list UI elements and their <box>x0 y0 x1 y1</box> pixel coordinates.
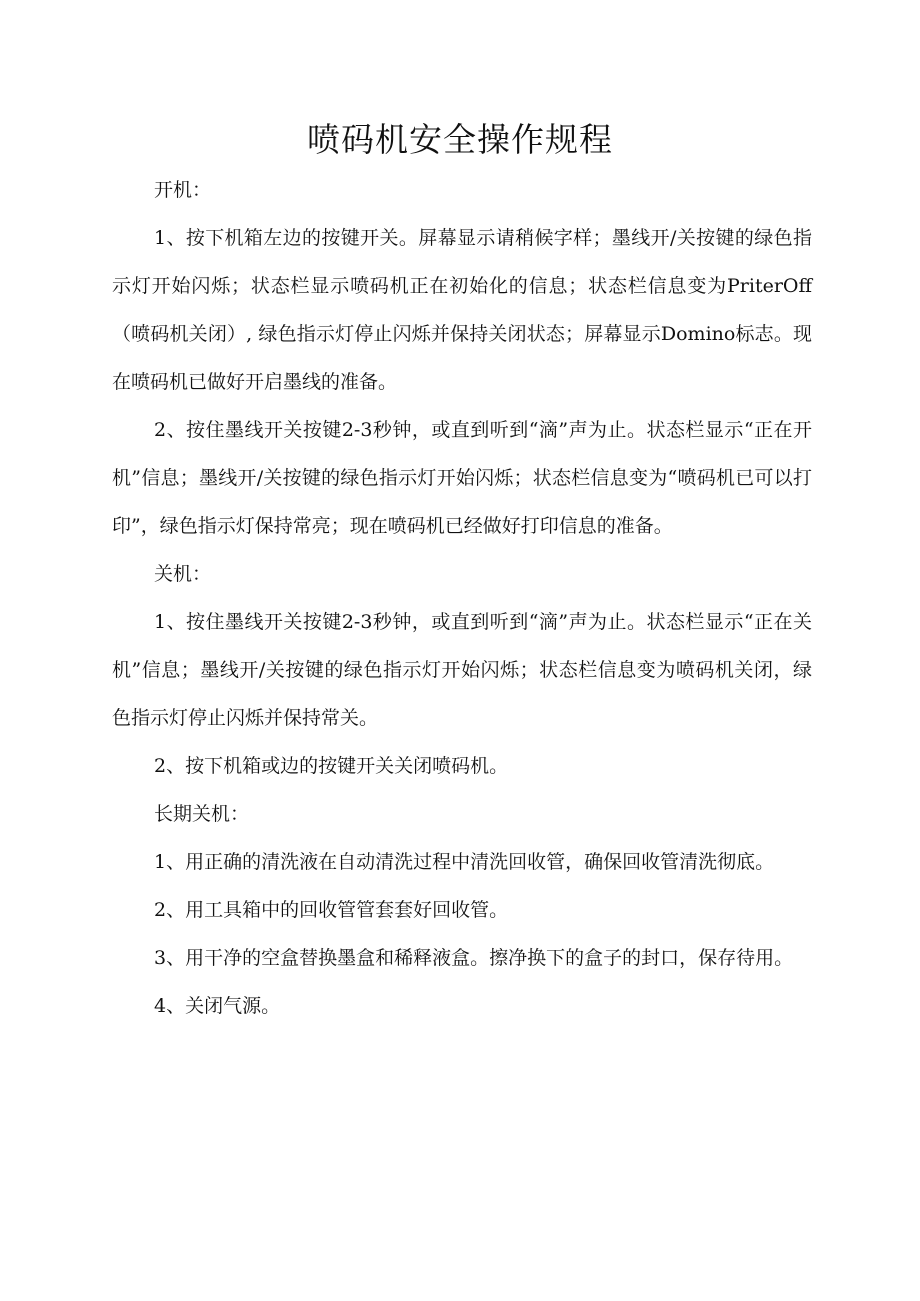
power-off-step-2: 2、按下机箱或边的按键开关关闭喷码机。 <box>154 755 509 777</box>
section-heading-power-on: 开机： <box>154 179 212 201</box>
document-title: 喷码机安全操作规程 <box>307 120 613 159</box>
long-term-step-4: 4、关闭气源。 <box>154 995 281 1017</box>
power-on-step-1: 1、按下机箱左边的按键开关。屏幕显示请稍候字样；墨线开/关按键的绿色指示灯开始闪烁；状态栏显示喷码机正在初始化的信息；状态栏信息变为PriterOff（喷码机关闭）, 绿色指示灯停止闪烁并保持关闭状态；屏幕显示Domino标志。现在喷码机已做好开启墨线的准备。 <box>112 227 812 393</box>
long-term-step-3: 3、用干净的空盒替换墨盒和稀释液盒。擦净换下的盒子的封口，保存待用。 <box>154 947 794 969</box>
long-term-step-1: 1、用正确的清洗液在自动清洗过程中清洗回收管，确保回收管清洗彻底。 <box>154 851 775 873</box>
section-heading-long-term-shutdown: 长期关机： <box>154 803 250 825</box>
power-off-step-1: 1、按住墨线开关按键2-3秒钟，或直到听到“滴”声为止。状态栏显示“正在关机”信息；墨线开/关按键的绿色指示灯开始闪烁；状态栏信息变为喷码机关闭，绿色指示灯停止闪烁并保持常关。 <box>112 611 812 729</box>
document-body <box>112 166 812 1030</box>
long-term-step-2: 2、用工具箱中的回收管管套套好回收管。 <box>154 899 509 921</box>
power-on-step-2: 2、按住墨线开关按键2-3秒钟，或直到听到“滴”声为止。状态栏显示“正在开机”信息；墨线开/关按键的绿色指示灯开始闪烁；状态栏信息变为“喷码机已可以打印”，绿色指示灯保持常亮；现在喷码机已经做好打印信息的准备。 <box>112 419 812 537</box>
section-heading-power-off: 关机： <box>154 563 212 585</box>
